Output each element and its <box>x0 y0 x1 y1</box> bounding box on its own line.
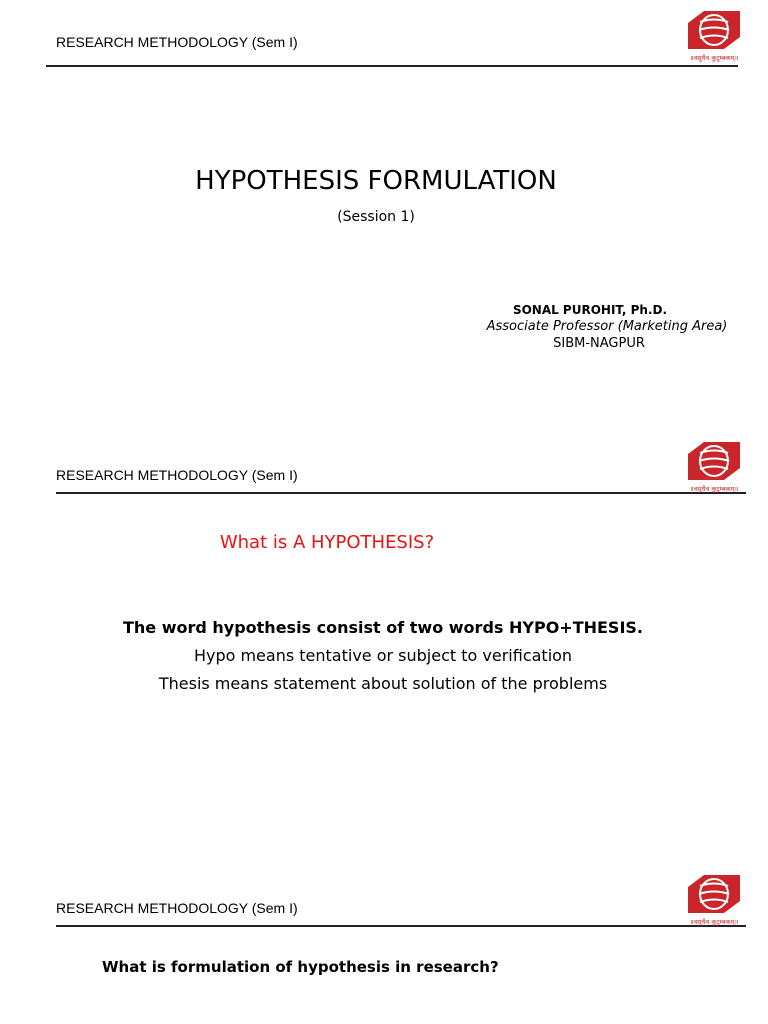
header-divider <box>46 65 738 67</box>
author-role: Associate Professor (Marketing Area) <box>486 319 728 334</box>
institute-logo <box>682 8 746 64</box>
institute-logo <box>682 872 746 928</box>
session-label: (Session 1) <box>337 209 415 225</box>
logo-motto: ॥वसुधैव कुटुम्बकम्॥ <box>689 918 739 926</box>
logo-motto: ॥वसुधैव कुटुम्बकम्॥ <box>689 54 739 62</box>
header-divider <box>56 925 746 927</box>
definition-line-2: Hypo means tentative or subject to verification <box>193 646 573 665</box>
slide-title: HYPOTHESIS FORMULATION <box>195 166 557 196</box>
author-org: SIBM-NAGPUR <box>553 336 645 351</box>
slide-2 <box>0 433 768 866</box>
institute-logo <box>682 439 746 495</box>
definition-line-3: Thesis means statement about solution of the problems <box>158 674 608 693</box>
header-divider <box>56 492 746 494</box>
author-name: SONAL PUROHIT, Ph.D. <box>512 303 668 317</box>
slide-1 <box>0 0 768 433</box>
definition-line-1: The word hypothesis consist of two words HYPO+THESIS. <box>122 618 644 637</box>
course-header: RESEARCH METHODOLOGY (Sem I) <box>56 467 298 483</box>
course-header: RESEARCH METHODOLOGY (Sem I) <box>56 900 298 916</box>
slide-3 <box>0 866 768 1024</box>
section-heading: What is A HYPOTHESIS? <box>219 532 435 553</box>
logo-motto: ॥वसुधैव कुटुम्बकम्॥ <box>689 485 739 493</box>
question-heading: What is formulation of hypothesis in research? <box>102 958 499 976</box>
course-header: RESEARCH METHODOLOGY (Sem I) <box>56 34 298 50</box>
